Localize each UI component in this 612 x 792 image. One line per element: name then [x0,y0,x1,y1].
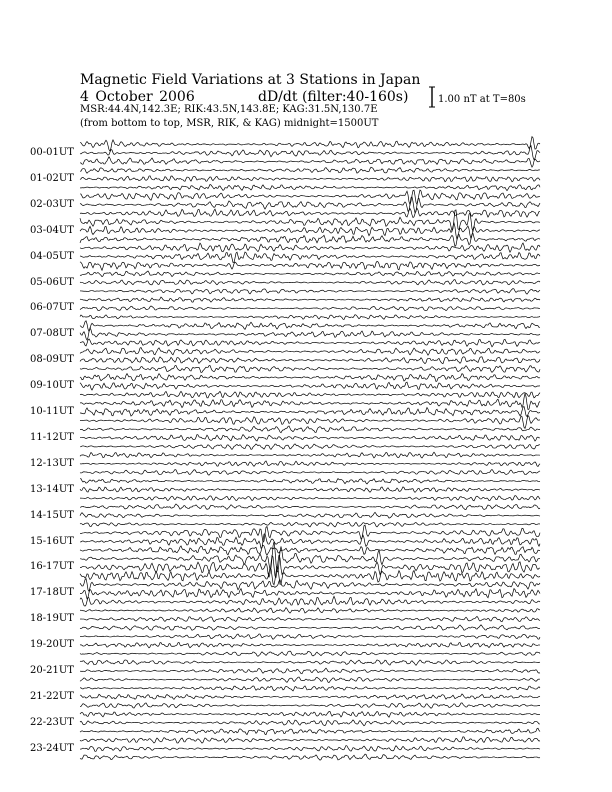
row-label-06-07ut: 06-07UT [30,302,74,314]
trace-09-10ut-kag [80,391,540,398]
trace-13-14ut-rik [80,487,540,493]
row-label-10-11ut: 10-11UT [30,406,74,417]
trace-12-13ut-kag [80,469,540,475]
trace-07-08ut-kag [80,339,540,347]
trace-23-24ut-rik [80,746,540,752]
trace-00-01ut-msr [80,137,540,152]
trace-06-07ut-rik [80,306,540,311]
trace-order-note: (from bottom to top, MSR, RIK, & KAG) midnight=1500UT [80,118,379,129]
trace-01-02ut-msr [80,167,540,173]
trace-05-06ut-kag [80,289,540,295]
row-label-17-18ut: 17-18UT [30,587,74,599]
chart-date: 4 October 2006 [80,89,195,105]
trace-21-22ut-kag [80,703,540,708]
trace-18-19ut-kag [80,625,540,630]
row-label-11-12ut: 11-12UT [30,431,74,443]
trace-03-04ut-kag [80,234,540,247]
trace-16-17ut-kag [80,567,540,585]
row-label-22-23ut: 22-23UT [30,716,74,728]
trace-20-21ut-kag [80,677,540,683]
trace-12-13ut-msr [80,452,540,458]
trace-08-09ut-kag [80,366,540,373]
trace-19-20ut-msr [80,634,540,639]
trace-06-07ut-msr [80,297,540,302]
row-label-21-22ut: 21-22UT [30,690,74,702]
scale-label: 1.00 nT at T=80s [438,94,526,105]
chart-component: dD/dt (filter:40-160s) [258,89,409,105]
trace-21-22ut-msr [80,686,540,691]
trace-20-21ut-rik [80,668,540,674]
row-label-14-15ut: 14-15UT [30,509,74,521]
trace-12-13ut-rik [80,461,540,467]
trace-02-03ut-msr [80,190,540,205]
trace-15-16ut-kag [80,545,540,555]
row-label-00-01ut: 00-01UT [30,147,74,158]
trace-04-05ut-rik [80,252,540,262]
trace-11-12ut-rik [80,435,540,441]
row-label-15-16ut: 15-16UT [30,535,74,547]
trace-04-05ut-msr [80,243,540,252]
row-label-07-08ut: 07-08UT [30,328,74,340]
trace-13-14ut-msr [80,479,540,484]
trace-14-15ut-rik [80,512,540,518]
row-label-08-09ut: 08-09UT [30,354,74,366]
trace-01-02ut-kag [80,185,540,191]
trace-14-15ut-msr [80,504,540,510]
trace-18-19ut-msr [80,608,540,613]
trace-22-23ut-msr [80,711,540,717]
row-label-02-03ut: 02-03UT [30,198,74,210]
trace-09-10ut-rik [80,382,540,390]
trace-13-14ut-kag [80,496,540,501]
trace-22-23ut-kag [80,728,540,734]
trace-00-01ut-kag [80,157,540,167]
trace-08-09ut-msr [80,348,540,356]
trace-20-21ut-msr [80,660,540,665]
trace-17-18ut-rik [80,589,540,599]
trace-14-15ut-kag [80,522,540,527]
trace-10-11ut-kag [80,416,540,429]
trace-02-03ut-rik [80,197,540,213]
trace-00-01ut-rik [80,146,540,160]
trace-15-16ut-rik [80,534,540,548]
trace-11-12ut-msr [80,426,540,433]
trace-01-02ut-rik [80,176,540,182]
trace-17-18ut-kag [80,596,540,606]
trace-05-06ut-msr [80,271,540,277]
row-label-12-13ut: 12-13UT [30,457,74,469]
trace-21-22ut-rik [80,694,540,699]
trace-23-24ut-kag [80,754,540,760]
row-label-18-19ut: 18-19UT [30,613,74,625]
trace-18-19ut-rik [80,616,540,621]
trace-07-08ut-msr [80,321,540,332]
trace-23-24ut-msr [80,737,540,743]
row-label-19-20ut: 19-20UT [30,639,74,651]
row-label-13-14ut: 13-14UT [30,483,74,495]
trace-06-07ut-kag [80,315,540,320]
trace-10-11ut-rik [80,407,540,417]
trace-10-11ut-msr [80,394,540,410]
trace-04-05ut-kag [80,261,540,270]
trace-08-09ut-rik [80,357,540,364]
row-label-03-04ut: 03-04UT [30,224,74,236]
trace-22-23ut-rik [80,720,540,726]
trace-09-10ut-msr [80,374,540,382]
trace-05-06ut-rik [80,280,540,285]
row-label-04-05ut: 04-05UT [30,250,74,262]
trace-11-12ut-kag [80,444,540,450]
trace-19-20ut-rik [80,642,540,647]
row-label-23-24ut: 23-24UT [30,742,74,754]
trace-03-04ut-rik [80,223,540,240]
row-label-01-02ut: 01-02UT [30,172,74,184]
trace-19-20ut-kag [80,651,540,656]
station-coordinates: MSR:44.4N,142.3E; RIK:43.5N,143.8E; KAG:31.5N,130.7E [80,104,378,115]
row-label-09-10ut: 09-10UT [30,380,74,392]
row-label-05-06ut: 05-06UT [30,276,74,288]
row-label-20-21ut: 20-21UT [30,665,74,676]
trace-group [80,137,540,761]
row-label-16-17ut: 16-17UT [30,561,74,573]
scale-bar [428,86,436,108]
trace-02-03ut-kag [80,208,540,217]
chart-title: Magnetic Field Variations at 3 Stations in Japan [80,72,421,88]
trace-07-08ut-rik [80,328,540,340]
